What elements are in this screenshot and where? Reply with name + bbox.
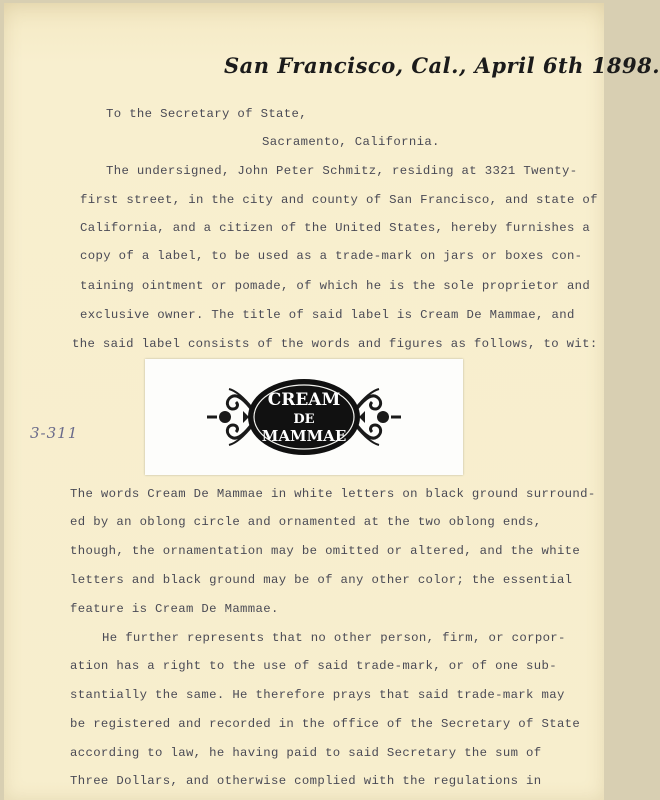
salutation: To the Secretary of State, bbox=[106, 107, 307, 121]
body-line: Three Dollars, and otherwise complied with the regulations in bbox=[70, 774, 542, 788]
body-line: ed by an oblong circle and ornamented at the two oblong ends, bbox=[70, 515, 542, 529]
body-line: be registered and recorded in the office of the Secretary of State bbox=[70, 717, 581, 731]
body-line: according to law, he having paid to said Secretary the sum of bbox=[70, 746, 542, 760]
body-line: taining ointment or pomade, of which he is the sole proprietor and bbox=[80, 279, 591, 293]
body-line: The undersigned, John Peter Schmitz, residing at 3321 Twenty- bbox=[106, 164, 578, 178]
body-line: copy of a label, to be used as a trade-mark on jars or boxes con- bbox=[80, 249, 583, 263]
body-line: feature is Cream De Mammae. bbox=[70, 602, 279, 616]
body-line: the said label consists of the words and figures as follows, to wit: bbox=[72, 337, 598, 351]
body-line: He further represents that no other person, firm, or corpor- bbox=[102, 631, 566, 645]
document-page bbox=[4, 3, 660, 800]
body-line: stantially the same. He therefore prays that said trade-mark may bbox=[70, 688, 565, 702]
body-line: California, and a citizen of the United States, hereby furnishes a bbox=[80, 221, 591, 235]
address: Sacramento, California. bbox=[262, 135, 440, 149]
body-line: letters and black ground may be of any other color; the essential bbox=[70, 573, 573, 587]
body-line: though, the ornamentation may be omitted or altered, and the white bbox=[70, 544, 581, 558]
body-line: The words Cream De Mammae in white letters on black ground surround- bbox=[70, 487, 596, 501]
body-line: exclusive owner. The title of said label is Cream De Mammae, and bbox=[80, 308, 575, 322]
trademark-emblem bbox=[145, 359, 463, 475]
label-word-cream: CREAM bbox=[267, 390, 341, 410]
label-word-mammae: MAMMAE bbox=[261, 427, 347, 445]
body-line: first street, in the city and county of San Francisco, and state of bbox=[80, 193, 598, 207]
dateline: San Francisco, Cal., April 6th 1898. bbox=[224, 53, 660, 78]
margin-note: 3-311 bbox=[30, 424, 79, 442]
trademark-label bbox=[145, 359, 463, 475]
body-line: ation has a right to the use of said trade-mark, or of one sub- bbox=[70, 659, 557, 673]
label-word-de: DE bbox=[293, 412, 315, 427]
